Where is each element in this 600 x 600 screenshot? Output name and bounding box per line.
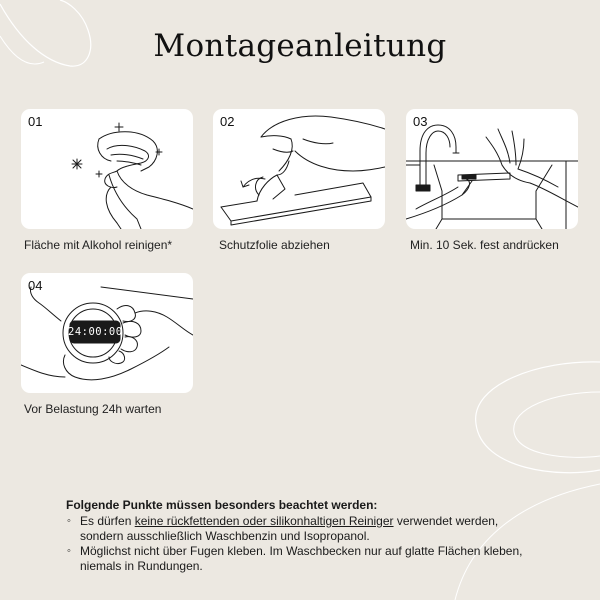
list-item [66, 514, 536, 544]
list-item [66, 544, 536, 574]
step-04-caption: Vor Belastung 24h warten [24, 402, 162, 416]
press-firmly-illustration [406, 109, 578, 229]
step-02-card [213, 109, 385, 229]
step-03-caption: Min. 10 Sek. fest andrücken [410, 238, 559, 252]
step-number: 01 [28, 114, 43, 129]
note-underlined-text: keine rückfettenden oder silikonhaltigen Reiniger [134, 514, 394, 528]
step-04-card [21, 273, 193, 393]
notes-heading: Folgende Punkte müssen besonders beachtet werden: [66, 498, 378, 512]
page-title: Montageanleitung [153, 28, 447, 64]
cleaning-cloth-illustration [21, 109, 193, 229]
step-01-card [21, 109, 193, 229]
timer-display: 24:00:00 [68, 326, 123, 338]
step-01-caption: Fläche mit Alkohol reinigen* [24, 238, 173, 252]
note-text: Möglichst nicht über Fugen kleben. Im Waschbecken nur auf glatte Flächen kleben, niemals in Rundungen. [80, 544, 523, 573]
bullet-icon: ◦ [67, 515, 71, 527]
step-number: 03 [413, 114, 428, 129]
step-02-caption: Schutzfolie abziehen [219, 238, 330, 252]
note-text: verwendet werden, sondern ausschließlich Waschbenzin und Isopropanol. [80, 514, 499, 543]
peel-protective-film-illustration [213, 109, 385, 229]
step-03-card [406, 109, 578, 229]
step-number: 02 [220, 114, 235, 129]
important-notes [66, 498, 536, 574]
notes-list [66, 514, 536, 574]
note-text: Es dürfen [80, 514, 135, 528]
bullet-icon: ◦ [67, 545, 71, 557]
step-number: 04 [28, 278, 43, 293]
